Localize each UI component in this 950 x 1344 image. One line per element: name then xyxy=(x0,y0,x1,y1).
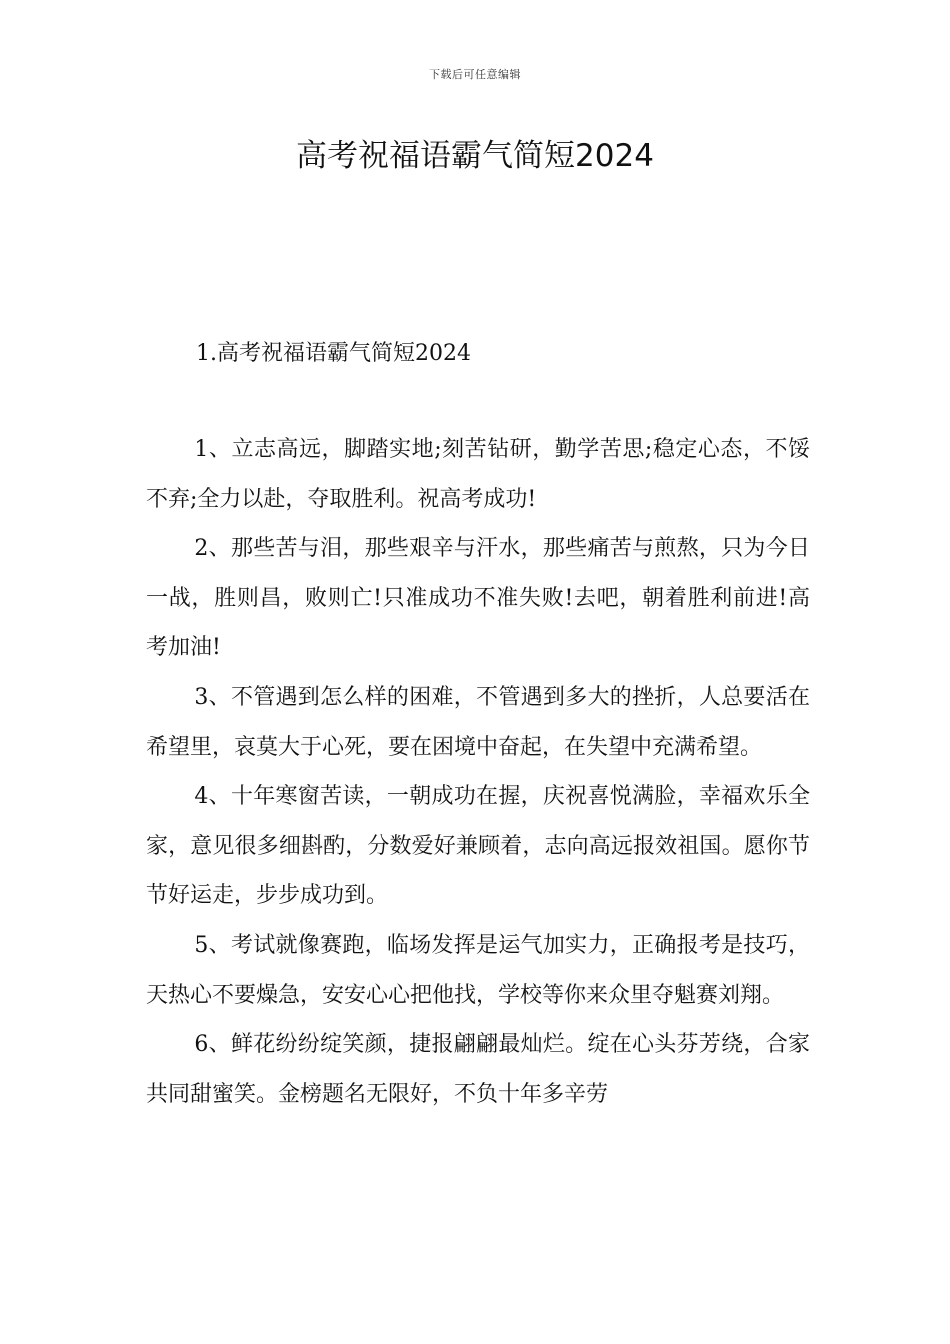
section-heading: 1.高考祝福语霸气简短2024 xyxy=(196,341,471,366)
paragraph: 4、十年寒窗苦读，一朝成功在握，庆祝喜悦满脸，幸福欢乐全家，意见很多细斟酌，分数爱好兼顾着，志向高远报效祖国。愿你节节好运走，步步成功到。 xyxy=(146,784,810,909)
paragraph: 3、不管遇到怎么样的困难，不管遇到多大的挫折，人总要活在希望里，哀莫大于心死，要在困境中奋起，在失望中充满希望。 xyxy=(146,684,810,760)
paragraph: 2、那些苦与泪，那些艰辛与汗水，那些痛苦与煎熬，只为今日一战，胜则昌，败则亡!只准成功不准失败!去吧，朝着胜利前进!高考加油! xyxy=(146,536,810,661)
paragraph: 1、立志高远，脚踏实地;刻苦钻研，勤学苦思;稳定心态，不馁不弃;全力以赴，夺取胜利。祝高考成功! xyxy=(146,437,810,512)
document-title: 高考祝福语霸气简短2024 xyxy=(296,138,654,174)
header-note: 下载后可任意编辑 xyxy=(429,68,521,81)
document-body xyxy=(146,425,810,1119)
paragraph: 5、考试就像赛跑，临场发挥是运气加实力，正确报考是技巧，天热心不要燥急，安安心心把他找，学校等你来众里夺魁赛刘翔。 xyxy=(146,932,810,1008)
paragraph: 6、鲜花纷纷绽笑颜，捷报翩翩最灿烂。绽在心头芬芳绕，合家共同甜蜜笑。金榜题名无限好，不负十年多辛劳 xyxy=(146,1032,810,1107)
